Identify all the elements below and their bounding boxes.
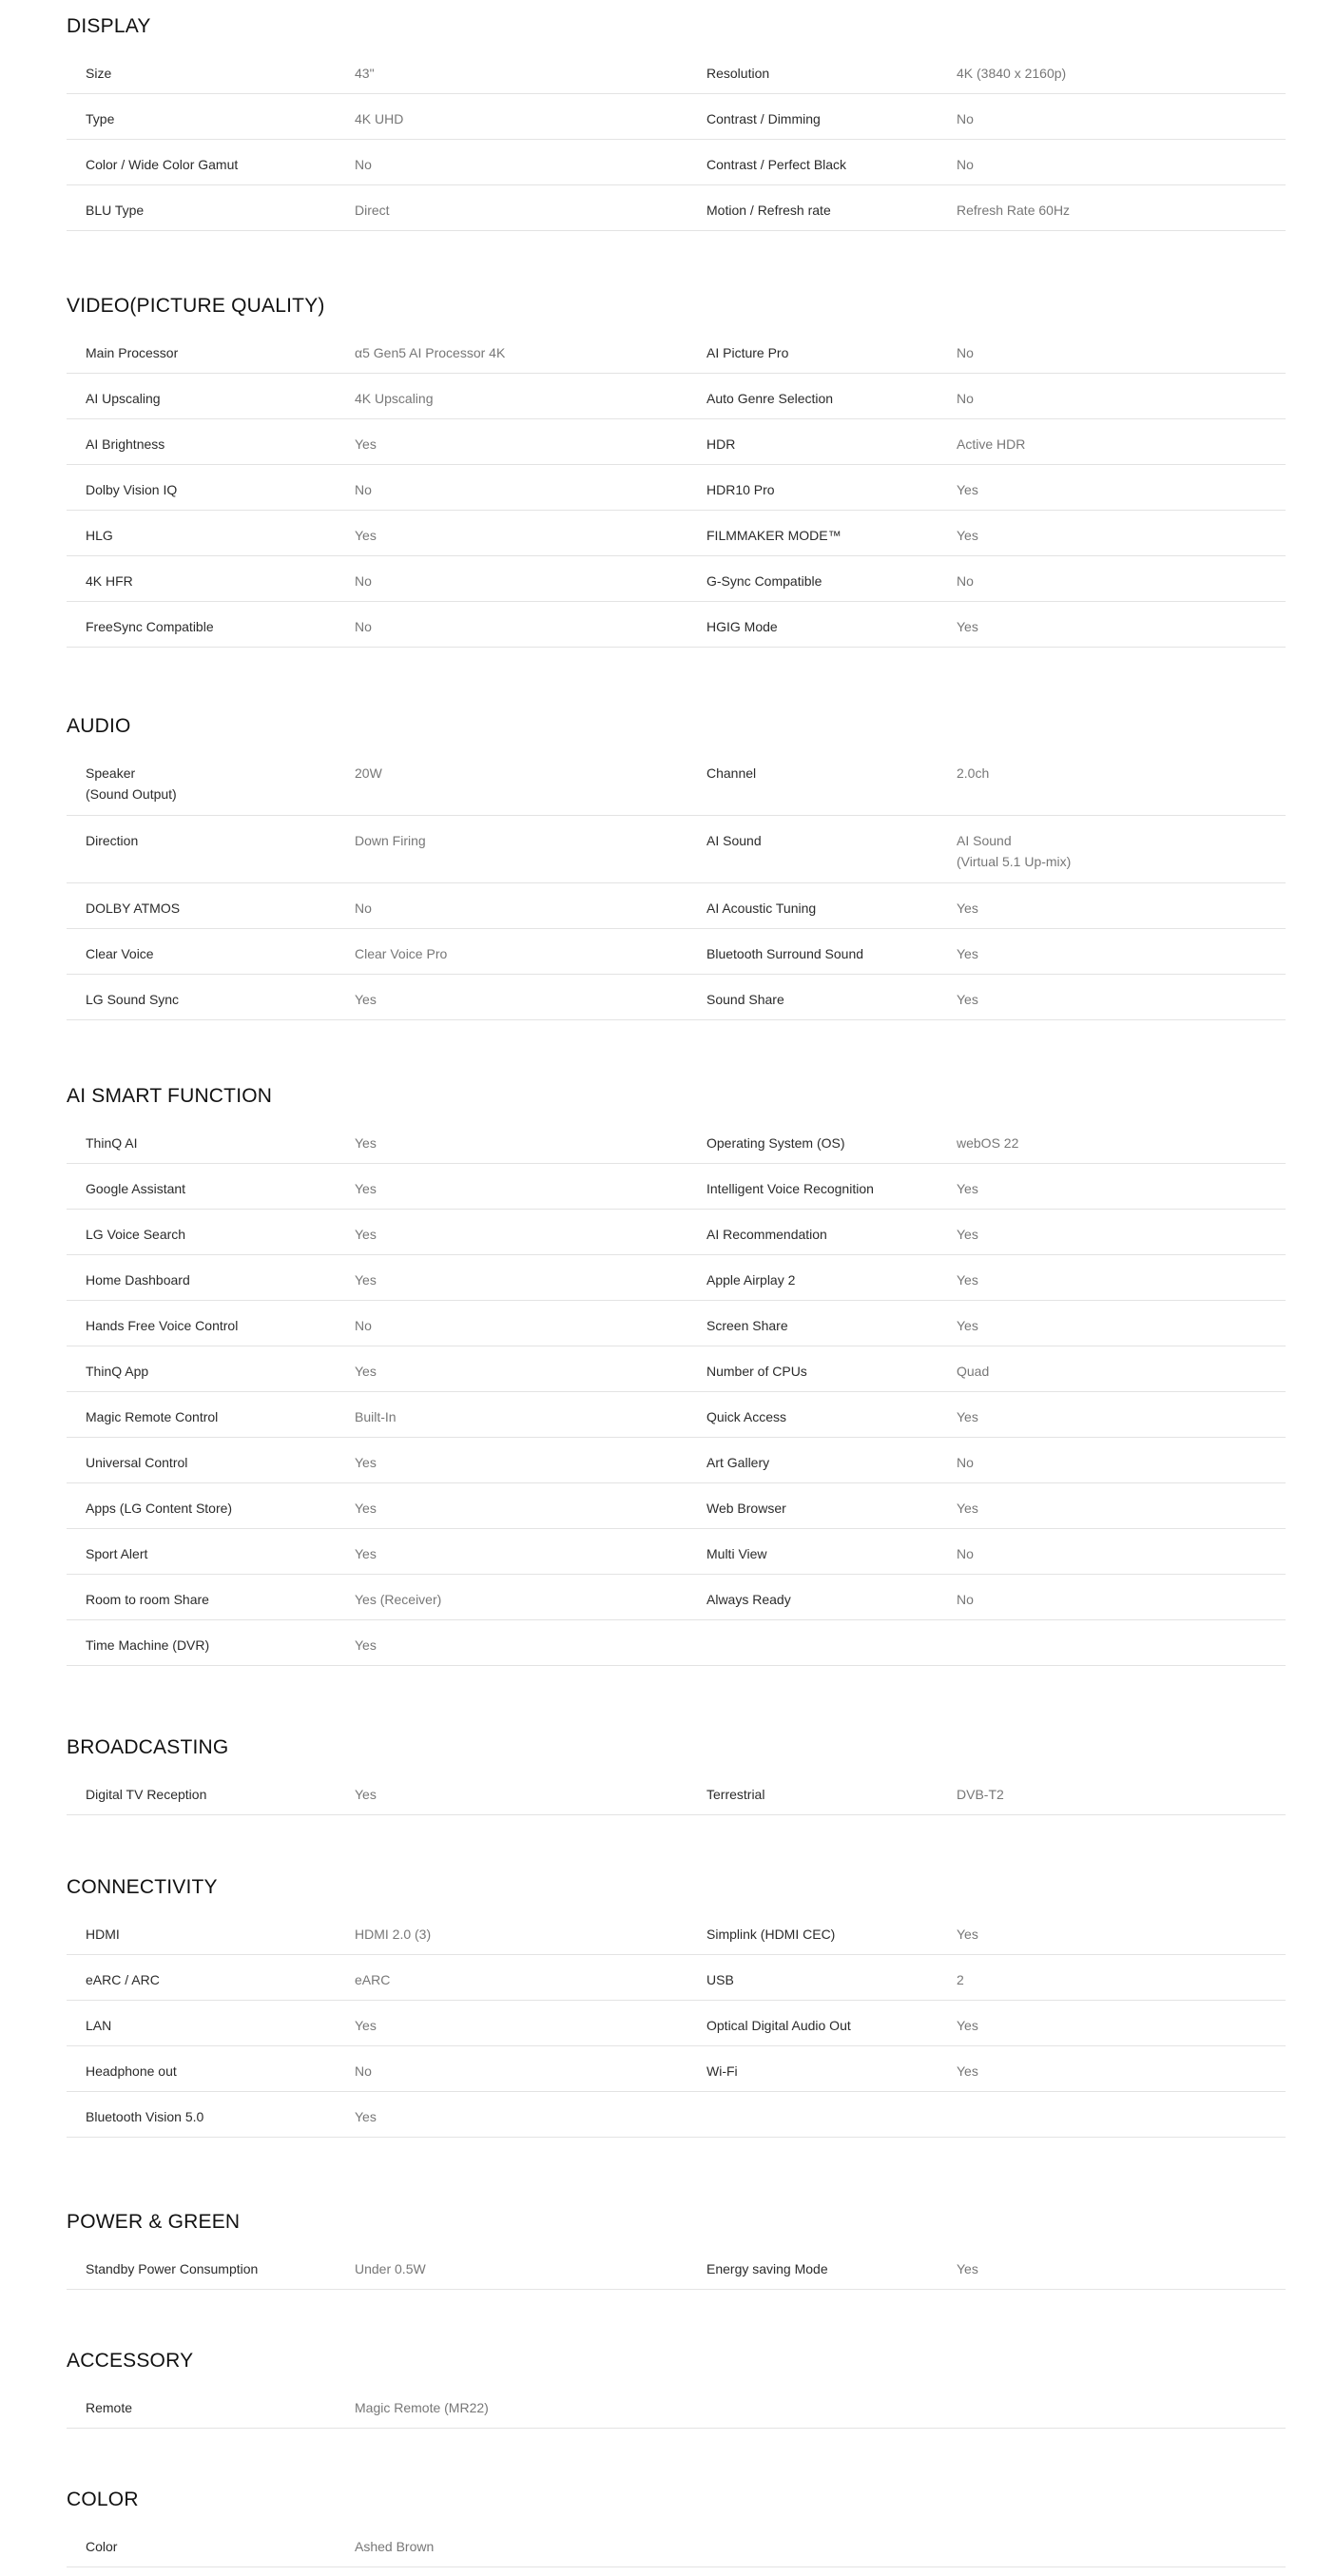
- spec-label: USB: [706, 1972, 734, 1987]
- spec-item-dolby-vision-iq: [67, 465, 665, 510]
- spec-label: HDR10 Pro: [706, 482, 775, 497]
- spec-item-standby-power-consumption: [67, 2244, 665, 2289]
- spec-row: [67, 140, 1286, 185]
- spec-row: [67, 419, 1286, 465]
- spec-value: No: [355, 573, 372, 589]
- spec-label: HDMI: [86, 1927, 120, 1942]
- spec-label: Dolby Vision IQ: [86, 482, 178, 497]
- spec-item-blu-type: [67, 185, 665, 230]
- spec-label: Apple Airplay 2: [706, 1272, 796, 1288]
- spec-item-ai-recommendation: [687, 1210, 1286, 1254]
- spec-value: α5 Gen5 AI Processor 4K: [355, 345, 506, 360]
- spec-label: Sport Alert: [86, 1546, 148, 1561]
- spec-row: [67, 556, 1286, 602]
- spec-label: AI Brightness: [86, 436, 165, 452]
- spec-item-wi-fi: [687, 2046, 1286, 2091]
- spec-item-auto-genre-selection: [687, 374, 1286, 418]
- spec-table: [67, 748, 1286, 1020]
- spec-item-ai-acoustic-tuning: [687, 883, 1286, 928]
- section-title: DISPLAY: [67, 15, 151, 37]
- spec-item-always-ready: [687, 1575, 1286, 1619]
- spec-label: AI Recommendation: [706, 1227, 827, 1242]
- spec-value: No: [957, 111, 974, 126]
- spec-item-thinq-app: [67, 1346, 665, 1391]
- spec-label: Universal Control: [86, 1455, 188, 1470]
- spec-item-intelligent-voice-recognition: [687, 1164, 1286, 1209]
- spec-value: No: [355, 157, 372, 172]
- spec-value: No: [355, 1318, 372, 1333]
- spec-row: [67, 2244, 1286, 2290]
- section-title: CONNECTIVITY: [67, 1876, 218, 1898]
- spec-label: Bluetooth Vision 5.0: [86, 2109, 204, 2124]
- spec-value: 4K (3840 x 2160p): [957, 66, 1067, 81]
- spec-value: Yes: [957, 1272, 978, 1288]
- spec-item-sport-alert: [67, 1529, 665, 1574]
- spec-value: Active HDR: [957, 436, 1026, 452]
- spec-row: [67, 1955, 1286, 2001]
- spec-label: Color / Wide Color Gamut: [86, 157, 239, 172]
- spec-label: eARC / ARC: [86, 1972, 160, 1987]
- spec-item-bluetooth-vision-5-0: [67, 2092, 665, 2137]
- spec-item-operating-system-os: [687, 1118, 1286, 1163]
- spec-label: Digital TV Reception: [86, 1787, 207, 1802]
- spec-item-type: [67, 94, 665, 139]
- spec-row: [67, 1164, 1286, 1210]
- spec-label: LG Voice Search: [86, 1227, 186, 1242]
- spec-value: No: [957, 573, 974, 589]
- spec-label: Hands Free Voice Control: [86, 1318, 239, 1333]
- spec-label: Color: [86, 2539, 118, 2554]
- spec-value: No: [355, 2063, 372, 2079]
- spec-label: Headphone out: [86, 2063, 177, 2079]
- spec-item-lg-sound-sync: [67, 975, 665, 1019]
- spec-value: No: [957, 1546, 974, 1561]
- spec-label: Magic Remote Control: [86, 1409, 219, 1424]
- spec-row: [67, 1575, 1286, 1620]
- spec-label: Contrast / Perfect Black: [706, 157, 847, 172]
- spec-item-lan: [67, 2001, 665, 2045]
- spec-item-sound-share: [687, 975, 1286, 1019]
- spec-label: HLG: [86, 528, 113, 543]
- spec-label: Room to room Share: [86, 1592, 209, 1607]
- spec-table: [67, 1909, 1286, 2138]
- spec-label: Main Processor: [86, 345, 179, 360]
- spec-item-ai-brightness: [67, 419, 665, 464]
- spec-value: Magic Remote (MR22): [355, 2400, 489, 2415]
- spec-value: Ashed Brown: [355, 2539, 435, 2554]
- spec-value: 4K UHD: [355, 111, 404, 126]
- spec-label: BLU Type: [86, 203, 145, 218]
- spec-row: [67, 1770, 1286, 1815]
- spec-row: [67, 1529, 1286, 1575]
- spec-label: Bluetooth Surround Sound: [706, 946, 864, 961]
- spec-item-hands-free-voice-control: [67, 1301, 665, 1346]
- spec-label: Operating System (OS): [706, 1135, 845, 1151]
- spec-label: Resolution: [706, 66, 770, 81]
- spec-value: Yes (Receiver): [355, 1592, 442, 1607]
- spec-label: AI Acoustic Tuning: [706, 901, 817, 916]
- spec-item-contrast-perfect-black: [687, 140, 1286, 184]
- spec-value: Down Firing: [355, 833, 426, 848]
- spec-item-size: [67, 48, 665, 93]
- spec-label: Screen Share: [706, 1318, 788, 1333]
- spec-value: 43": [355, 66, 375, 81]
- spec-item-lg-voice-search: [67, 1210, 665, 1254]
- spec-label: Energy saving Mode: [706, 2261, 828, 2276]
- spec-item-universal-control: [67, 1438, 665, 1482]
- spec-value: DVB-T2: [957, 1787, 1004, 1802]
- spec-row: [67, 975, 1286, 1020]
- spec-row: [67, 1255, 1286, 1301]
- spec-row: [67, 748, 1286, 816]
- spec-row: [67, 602, 1286, 648]
- spec-row: [67, 94, 1286, 140]
- spec-label: Sound Share: [706, 992, 784, 1007]
- spec-value: No: [355, 619, 372, 634]
- spec-item-4k-hfr: [67, 556, 665, 601]
- spec-value: eARC: [355, 1972, 391, 1987]
- spec-label: AI Picture Pro: [706, 345, 789, 360]
- spec-row: [67, 1483, 1286, 1529]
- spec-label: Motion / Refresh rate: [706, 203, 831, 218]
- spec-row: [67, 1210, 1286, 1255]
- spec-item-dolby-atmos: [67, 883, 665, 928]
- spec-value: No: [957, 157, 974, 172]
- spec-row: [67, 816, 1286, 883]
- spec-item-freesync-compatible: [67, 602, 665, 647]
- spec-value: Refresh Rate 60Hz: [957, 203, 1071, 218]
- spec-label: Contrast / Dimming: [706, 111, 821, 126]
- spec-item-channel: [687, 748, 1286, 815]
- spec-value: Yes: [957, 901, 978, 916]
- spec-label: Auto Genre Selection: [706, 391, 834, 406]
- spec-label: Size: [86, 66, 112, 81]
- spec-item-motion-refresh-rate: [687, 185, 1286, 230]
- spec-row: [67, 1301, 1286, 1346]
- spec-label: Quick Access: [706, 1409, 787, 1424]
- spec-value: Yes: [355, 992, 377, 1007]
- spec-value: Yes: [355, 1227, 377, 1242]
- spec-row: [67, 883, 1286, 929]
- spec-item-web-browser: [687, 1483, 1286, 1528]
- spec-label: 4K HFR: [86, 573, 133, 589]
- spec-label: AI Sound: [706, 833, 762, 848]
- spec-item-ai-picture-pro: [687, 328, 1286, 373]
- spec-label: HDR: [706, 436, 736, 452]
- spec-row: [67, 465, 1286, 511]
- spec-label: FreeSync Compatible: [86, 619, 214, 634]
- spec-label: ThinQ AI: [86, 1135, 138, 1151]
- spec-value: No: [355, 482, 372, 497]
- spec-row: [67, 328, 1286, 374]
- spec-item-home-dashboard: [67, 1255, 665, 1300]
- spec-row: [67, 2383, 1286, 2429]
- spec-row: [67, 48, 1286, 94]
- section-title: POWER & GREEN: [67, 2211, 241, 2233]
- spec-label: HGIG Mode: [706, 619, 778, 634]
- spec-label: Direction: [86, 833, 139, 848]
- spec-value: Yes: [355, 1364, 377, 1379]
- spec-table: [67, 2383, 1286, 2429]
- spec-value: Yes: [957, 1318, 978, 1333]
- spec-item-ai-sound: [687, 816, 1286, 882]
- spec-value: Yes: [957, 2063, 978, 2079]
- spec-item-hgig-mode: [687, 602, 1286, 647]
- spec-label: LG Sound Sync: [86, 992, 180, 1007]
- spec-table: [67, 2244, 1286, 2290]
- spec-value: Clear Voice Pro: [355, 946, 448, 961]
- spec-label: Apps (LG Content Store): [86, 1501, 233, 1516]
- spec-row: [67, 1346, 1286, 1392]
- spec-label: Speaker (Sound Output): [86, 765, 177, 802]
- spec-item-contrast-dimming: [687, 94, 1286, 139]
- spec-value: 2.0ch: [957, 765, 990, 781]
- spec-value: Yes: [957, 2018, 978, 2033]
- spec-item-ai-upscaling: [67, 374, 665, 418]
- spec-item-multi-view: [687, 1529, 1286, 1574]
- spec-label: Art Gallery: [706, 1455, 770, 1470]
- spec-label: Type: [86, 111, 115, 126]
- spec-item-time-machine-dvr: [67, 1620, 665, 1665]
- spec-item-color: [67, 2522, 665, 2566]
- spec-label: Wi-Fi: [706, 2063, 738, 2079]
- spec-row: [67, 2046, 1286, 2092]
- spec-item-magic-remote-control: [67, 1392, 665, 1437]
- spec-value: Yes: [957, 528, 978, 543]
- spec-row: [67, 185, 1286, 231]
- spec-value: No: [957, 391, 974, 406]
- section-title: COLOR: [67, 2489, 139, 2510]
- section-title: AI SMART FUNCTION: [67, 1085, 273, 1107]
- spec-row: [67, 2001, 1286, 2046]
- spec-item-optical-digital-audio-out: [687, 2001, 1286, 2045]
- spec-value: Yes: [957, 1409, 978, 1424]
- spec-label: Terrestrial: [706, 1787, 765, 1802]
- spec-item-g-sync-compatible: [687, 556, 1286, 601]
- spec-value: Under 0.5W: [355, 2261, 426, 2276]
- spec-item-energy-saving-mode: [687, 2244, 1286, 2289]
- spec-value: HDMI 2.0 (3): [355, 1927, 432, 1942]
- spec-value: Yes: [957, 2261, 978, 2276]
- section-title: AUDIO: [67, 715, 131, 737]
- spec-label: Number of CPUs: [706, 1364, 807, 1379]
- spec-item-remote: [67, 2383, 665, 2428]
- spec-item-terrestrial: [687, 1770, 1286, 1814]
- spec-row: [67, 929, 1286, 975]
- spec-item-color-wide-color-gamut: [67, 140, 665, 184]
- spec-table: [67, 328, 1286, 648]
- spec-item-filmmaker-mode: [687, 511, 1286, 555]
- spec-value: No: [957, 1592, 974, 1607]
- spec-value: Yes: [355, 1787, 377, 1802]
- spec-item-art-gallery: [687, 1438, 1286, 1482]
- spec-label: Channel: [706, 765, 757, 781]
- spec-item-screen-share: [687, 1301, 1286, 1346]
- spec-row: [67, 2522, 1286, 2567]
- spec-label: Optical Digital Audio Out: [706, 2018, 851, 2033]
- spec-value: No: [957, 1455, 974, 1470]
- spec-item-digital-tv-reception: [67, 1770, 665, 1814]
- spec-value: AI Sound (Virtual 5.1 Up-mix): [957, 833, 1072, 869]
- spec-label: Remote: [86, 2400, 133, 2415]
- spec-value: Yes: [957, 1927, 978, 1942]
- spec-item-headphone-out: [67, 2046, 665, 2091]
- spec-value: Yes: [355, 1637, 377, 1653]
- spec-item-number-of-cpus: [687, 1346, 1286, 1391]
- section-title: ACCESSORY: [67, 2350, 194, 2372]
- spec-value: Quad: [957, 1364, 990, 1379]
- spec-label: Always Ready: [706, 1592, 791, 1607]
- spec-value: 2: [957, 1972, 964, 1987]
- spec-table: [67, 1118, 1286, 1666]
- spec-label: Web Browser: [706, 1501, 786, 1516]
- spec-value: Yes: [355, 1181, 377, 1196]
- spec-value: Yes: [355, 1455, 377, 1470]
- spec-item-usb: [687, 1955, 1286, 2000]
- spec-item-main-processor: [67, 328, 665, 373]
- spec-label: Multi View: [706, 1546, 767, 1561]
- spec-value: 20W: [355, 765, 382, 781]
- spec-label: Standby Power Consumption: [86, 2261, 259, 2276]
- spec-item-simplink-hdmi-cec: [687, 1909, 1286, 1954]
- section-title: VIDEO(PICTURE QUALITY): [67, 295, 325, 317]
- spec-value: Yes: [355, 2109, 377, 2124]
- spec-value: 4K Upscaling: [355, 391, 434, 406]
- spec-item-apple-airplay-2: [687, 1255, 1286, 1300]
- spec-item-hdr10-pro: [687, 465, 1286, 510]
- spec-value: Built-In: [355, 1409, 397, 1424]
- spec-value: No: [355, 901, 372, 916]
- spec-item-apps-lg-content-store: [67, 1483, 665, 1528]
- spec-item-hlg: [67, 511, 665, 555]
- spec-row: [67, 374, 1286, 419]
- spec-value: Yes: [957, 1501, 978, 1516]
- spec-label: LAN: [86, 2018, 112, 2033]
- spec-value: Yes: [957, 482, 978, 497]
- spec-label: FILMMAKER MODE™: [706, 528, 842, 543]
- spec-label: G-Sync Compatible: [706, 573, 822, 589]
- spec-item-earc-arc: [67, 1955, 665, 2000]
- spec-item-quick-access: [687, 1392, 1286, 1437]
- spec-value: Yes: [957, 992, 978, 1007]
- spec-item-hdmi: [67, 1909, 665, 1954]
- spec-label: ThinQ App: [86, 1364, 149, 1379]
- spec-value: Yes: [957, 1181, 978, 1196]
- spec-value: Yes: [957, 1227, 978, 1242]
- spec-label: Simplink (HDMI CEC): [706, 1927, 836, 1942]
- spec-row: [67, 1118, 1286, 1164]
- spec-table: [67, 2522, 1286, 2567]
- spec-item-room-to-room-share: [67, 1575, 665, 1619]
- spec-row: [67, 1620, 1286, 1666]
- spec-label: Intelligent Voice Recognition: [706, 1181, 874, 1196]
- spec-item-speaker-sound-output: [67, 748, 665, 815]
- spec-row: [67, 511, 1286, 556]
- section-title: BROADCASTING: [67, 1736, 229, 1758]
- spec-value: Yes: [355, 436, 377, 452]
- spec-label: DOLBY ATMOS: [86, 901, 181, 916]
- spec-value: Yes: [355, 2018, 377, 2033]
- spec-value: Direct: [355, 203, 390, 218]
- spec-item-thinq-ai: [67, 1118, 665, 1163]
- spec-label: Google Assistant: [86, 1181, 186, 1196]
- spec-item-clear-voice: [67, 929, 665, 974]
- spec-row: [67, 2092, 1286, 2138]
- spec-value: Yes: [355, 1135, 377, 1151]
- spec-table: [67, 48, 1286, 231]
- spec-value: Yes: [355, 1546, 377, 1561]
- spec-value: Yes: [355, 1272, 377, 1288]
- spec-label: AI Upscaling: [86, 391, 161, 406]
- spec-value: Yes: [957, 619, 978, 634]
- spec-value: Yes: [355, 1501, 377, 1516]
- spec-value: Yes: [957, 946, 978, 961]
- spec-label: Time Machine (DVR): [86, 1637, 210, 1653]
- spec-item-direction: [67, 816, 665, 882]
- spec-table: [67, 1770, 1286, 1815]
- spec-item-hdr: [687, 419, 1286, 464]
- spec-row: [67, 1438, 1286, 1483]
- spec-row: [67, 1392, 1286, 1438]
- spec-label: Clear Voice: [86, 946, 154, 961]
- spec-item-bluetooth-surround-sound: [687, 929, 1286, 974]
- spec-item-resolution: [687, 48, 1286, 93]
- spec-value: No: [957, 345, 974, 360]
- spec-label: Home Dashboard: [86, 1272, 190, 1288]
- spec-item-google-assistant: [67, 1164, 665, 1209]
- spec-value: Yes: [355, 528, 377, 543]
- spec-row: [67, 1909, 1286, 1955]
- spec-value: webOS 22: [957, 1135, 1019, 1151]
